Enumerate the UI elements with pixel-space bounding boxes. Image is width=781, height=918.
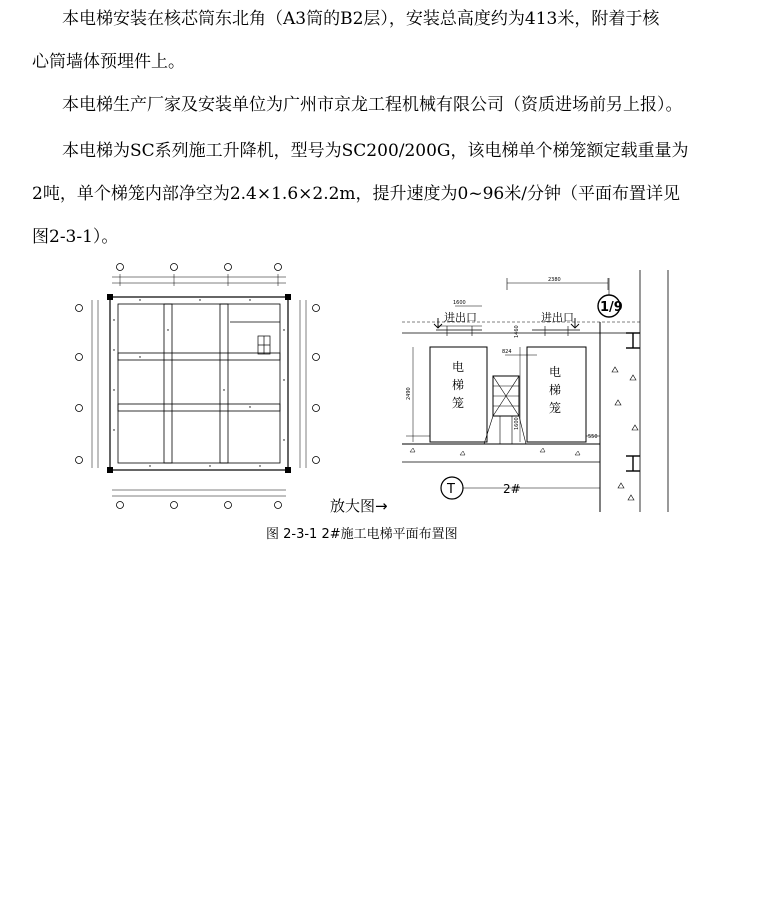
elevator-detail-drawing (402, 270, 668, 512)
cage-left-2: 梯 (452, 378, 465, 392)
elevator-number: 2# (503, 482, 521, 496)
exit-label-left: 进出口 (444, 311, 477, 324)
dim-1460: 1460 (514, 325, 520, 338)
cage-left-1: 电 (452, 360, 465, 374)
dim-1600: 1600 (453, 300, 466, 306)
dim-550: 550 (588, 434, 598, 440)
paragraph-3-line-2: 2吨，单个梯笼内部净空为2.4×1.6×2.2m，提升速度为0~96米/分钟（平面布置详见 (32, 184, 680, 204)
paragraph-1-line-2: 心筒墙体预埋件上。 (32, 52, 185, 72)
marker-t: T (447, 482, 455, 497)
cage-left-3: 笼 (452, 396, 465, 410)
core-plan-drawing (76, 264, 320, 509)
dim-2490: 2490 (406, 387, 412, 400)
cage-right-2: 梯 (549, 383, 562, 397)
exit-label-right: 进出口 (541, 311, 574, 324)
paragraph-3-line-3: 图2-3-1）。 (32, 227, 119, 247)
figure-caption: 图 2-3-1 2#施工电梯平面布置图 (266, 527, 458, 542)
elevator-detail-labels (406, 277, 623, 497)
cage-right-3: 笼 (549, 401, 562, 415)
dim-top: 2380 (548, 277, 561, 283)
dim-824: 824 (502, 349, 512, 355)
zoom-label: 放大图→ (330, 497, 388, 515)
paragraph-3-line-1: 本电梯为SC系列施工升降机，型号为SC200/200G，该电梯单个梯笼额定载重量为 (62, 141, 689, 161)
paragraph-2-line-1: 本电梯生产厂家及安装单位为广州市京龙工程机械有限公司（资质进场前另上报）。 (62, 95, 683, 115)
paragraph-1-line-1: 本电梯安装在核芯筒东北角（A3筒的B2层），安装总高度约为413米，附着于核 (62, 9, 660, 29)
marker-1-9: 1/9 (600, 300, 623, 315)
cage-right-1: 电 (549, 365, 562, 379)
dim-1600b: 1600 (514, 417, 520, 430)
